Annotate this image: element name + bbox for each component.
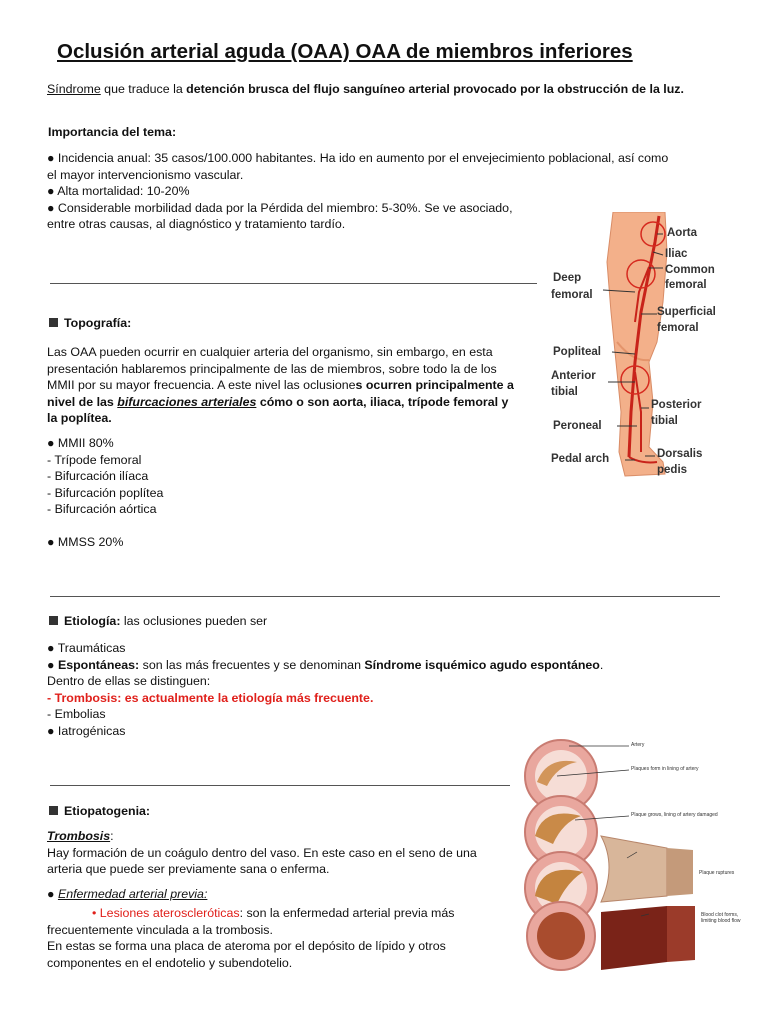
topografia-line-5: la poplítea. bbox=[47, 411, 112, 426]
label-dorsalis-1: Dorsalis bbox=[657, 448, 703, 460]
divider-2 bbox=[50, 596, 720, 597]
lesiones-term: Lesiones ateroscleróticas bbox=[99, 906, 240, 920]
label-peroneal: Peroneal bbox=[553, 420, 602, 432]
artery-label-2: Plaques form in lining of artery bbox=[631, 766, 699, 772]
artery-label-4: Plaque ruptures bbox=[699, 870, 735, 876]
square-bullet-icon bbox=[49, 318, 58, 327]
etiologia-heading-rest: las oclusiones pueden ser bbox=[120, 614, 268, 628]
topografia-line-3 bbox=[47, 377, 547, 394]
lesiones-rest: : son la enfermedad arterial previa más bbox=[239, 906, 455, 920]
label-popliteal: Popliteal bbox=[553, 346, 601, 358]
list-item: ● MMII 80% bbox=[47, 436, 114, 450]
label-common-2: femoral bbox=[665, 279, 707, 291]
etiopatogenia-body bbox=[47, 828, 507, 878]
list-item: - Bifurcación ilíaca bbox=[47, 469, 149, 484]
label-anterior-2: tibial bbox=[551, 386, 578, 398]
etiopatogenia-line-2: arteria que puede ser previamente sana o enferma. bbox=[47, 862, 330, 877]
etiologia-iatrogenicas: ● Iatrogénicas bbox=[47, 723, 126, 738]
lesiones-line-2: frecuentemente vinculada a la trombosis. bbox=[47, 922, 273, 937]
etiologia-b1: ● Traumáticas bbox=[47, 641, 126, 655]
etiologia-b2-bold2: Síndrome isquémico agudo espontáneo bbox=[364, 657, 600, 672]
lesiones-block bbox=[47, 905, 507, 938]
trombosis-term: Trombosis bbox=[47, 829, 111, 843]
list-item: - Trípode femoral bbox=[47, 452, 142, 467]
etiologia-body bbox=[47, 640, 687, 740]
label-posterior-2: tibial bbox=[651, 415, 678, 427]
etiologia-heading bbox=[49, 613, 267, 630]
topografia-line-4 bbox=[47, 394, 547, 411]
etiologia-b2-bullet: ● bbox=[47, 657, 58, 672]
topografia-line-2: presentación hablaremos principalmente de las de miembros, sobre todo la de los bbox=[47, 361, 497, 376]
topografia-line-1: Las OAA pueden ocurrir en cualquier arteria del organismo, sin embargo, en esta bbox=[47, 345, 493, 359]
intro-term: Síndrome bbox=[47, 82, 101, 96]
final-line-2: componentes en el endotelio y subendotelio. bbox=[47, 955, 293, 970]
etiologia-heading-text: Etiología: bbox=[64, 614, 121, 628]
intro-bold: detención brusca del flujo sanguíneo arterial provocado por la obstrucción de la luz. bbox=[186, 82, 684, 96]
square-bullet-icon bbox=[49, 806, 58, 815]
label-anterior-1: Anterior bbox=[551, 370, 596, 382]
label-deep-2: femoral bbox=[551, 289, 593, 301]
label-aorta: Aorta bbox=[667, 227, 698, 239]
topografia-line-4a: nivel de las bbox=[47, 394, 118, 409]
importance-b1-line2: el mayor intervencionismo vascular. bbox=[47, 167, 244, 182]
topografia-line-4b: cómo o son aorta, iliaca, trípode femoral y bbox=[256, 394, 509, 409]
artery-label-5: Blood clot forms, limiting blood flow bbox=[701, 912, 741, 924]
lesiones-line-1 bbox=[47, 905, 507, 922]
artery-label-1: Artery bbox=[631, 742, 645, 748]
mmss-item: ● MMSS 20% bbox=[47, 535, 124, 549]
enfermedad-previa bbox=[47, 886, 207, 903]
label-iliac: Iliac bbox=[665, 248, 688, 260]
bifurcaciones-term: bifurcaciones arteriales bbox=[117, 394, 257, 409]
etiologia-embolias: - Embolias bbox=[47, 707, 106, 722]
etiologia-b2 bbox=[47, 657, 687, 674]
list-item: - Bifurcación poplítea bbox=[47, 485, 164, 500]
intro-text: que traduce la bbox=[100, 82, 187, 96]
etiopatogenia-heading bbox=[49, 803, 150, 820]
intro-paragraph bbox=[47, 81, 697, 98]
label-superficial-2: femoral bbox=[657, 322, 699, 334]
etiologia-line-3: Dentro de ellas se distinguen: bbox=[47, 674, 211, 689]
lesiones-bullet: • bbox=[92, 906, 100, 920]
label-pedal-arch: Pedal arch bbox=[551, 453, 610, 465]
divider-1 bbox=[50, 283, 537, 284]
final-paragraph bbox=[47, 938, 507, 971]
topografia-line-3a: MMII por su mayor frecuencia. A este nivel las oclusione bbox=[47, 378, 356, 393]
importance-b1-line1: ● Incidencia anual: 35 casos/100.000 habitantes. Ha ido en aumento por el envejecimiento poblacional, así como bbox=[47, 151, 669, 165]
importance-heading: Importancia del tema: bbox=[48, 125, 177, 139]
etiologia-b2-end: . bbox=[599, 657, 604, 672]
artery-label-3: Plaque grows, lining of artery damaged bbox=[631, 812, 718, 818]
importance-b2: ● Alta mortalidad: 10-20% bbox=[47, 184, 190, 199]
list-item: - Bifurcación aórtica bbox=[47, 502, 157, 517]
label-posterior-1: Posterior bbox=[651, 399, 702, 411]
label-common-1: Common bbox=[665, 264, 715, 276]
trombosis-title bbox=[47, 828, 507, 845]
etiopatogenia-heading-text: Etiopatogenia: bbox=[64, 804, 151, 818]
square-bullet-icon bbox=[49, 616, 58, 625]
page-title: Oclusión arterial aguda (OAA) OAA de miembros inferiores bbox=[57, 40, 633, 63]
enfermedad-text: Enfermedad arterial previa: bbox=[57, 887, 208, 901]
topografia-heading bbox=[49, 315, 131, 332]
enfermedad-bullet: ● bbox=[47, 887, 58, 901]
importance-b3-line2: entre otras causas, al diagnóstico y tratamiento tardío. bbox=[47, 217, 346, 232]
topografia-paragraph bbox=[47, 344, 547, 427]
final-line-1: En estas se forma una placa de ateroma por el depósito de lípido y otros bbox=[47, 939, 446, 953]
topografia-heading-text: Topografía: bbox=[64, 316, 132, 330]
topografia-line-3b: s ocurren principalmente a bbox=[355, 378, 514, 393]
leg-arteries-figure bbox=[545, 212, 763, 482]
label-deep-1: Deep bbox=[553, 272, 582, 284]
etiologia-trombosis: - Trombosis: es actualmente la etiología más frecuente. bbox=[47, 690, 374, 705]
etiologia-b2-bold: Espontáneas: bbox=[57, 657, 140, 672]
importance-b3-line1: ● Considerable morbilidad dada por la Pérdida del miembro: 5-30%. Se ve asociado, bbox=[47, 200, 513, 215]
trombosis-colon: : bbox=[110, 829, 114, 843]
etiopatogenia-line-1: Hay formación de un coágulo dentro del vaso. En este caso en el seno de una bbox=[47, 845, 477, 860]
etiologia-b2-mid: son las más frecuentes y se denominan bbox=[139, 657, 365, 672]
topografia-list bbox=[47, 435, 163, 518]
divider-3 bbox=[50, 785, 510, 786]
atherosclerosis-figure bbox=[517, 736, 745, 972]
label-superficial-1: Superficial bbox=[657, 306, 716, 318]
label-dorsalis-2: pedis bbox=[657, 464, 688, 476]
